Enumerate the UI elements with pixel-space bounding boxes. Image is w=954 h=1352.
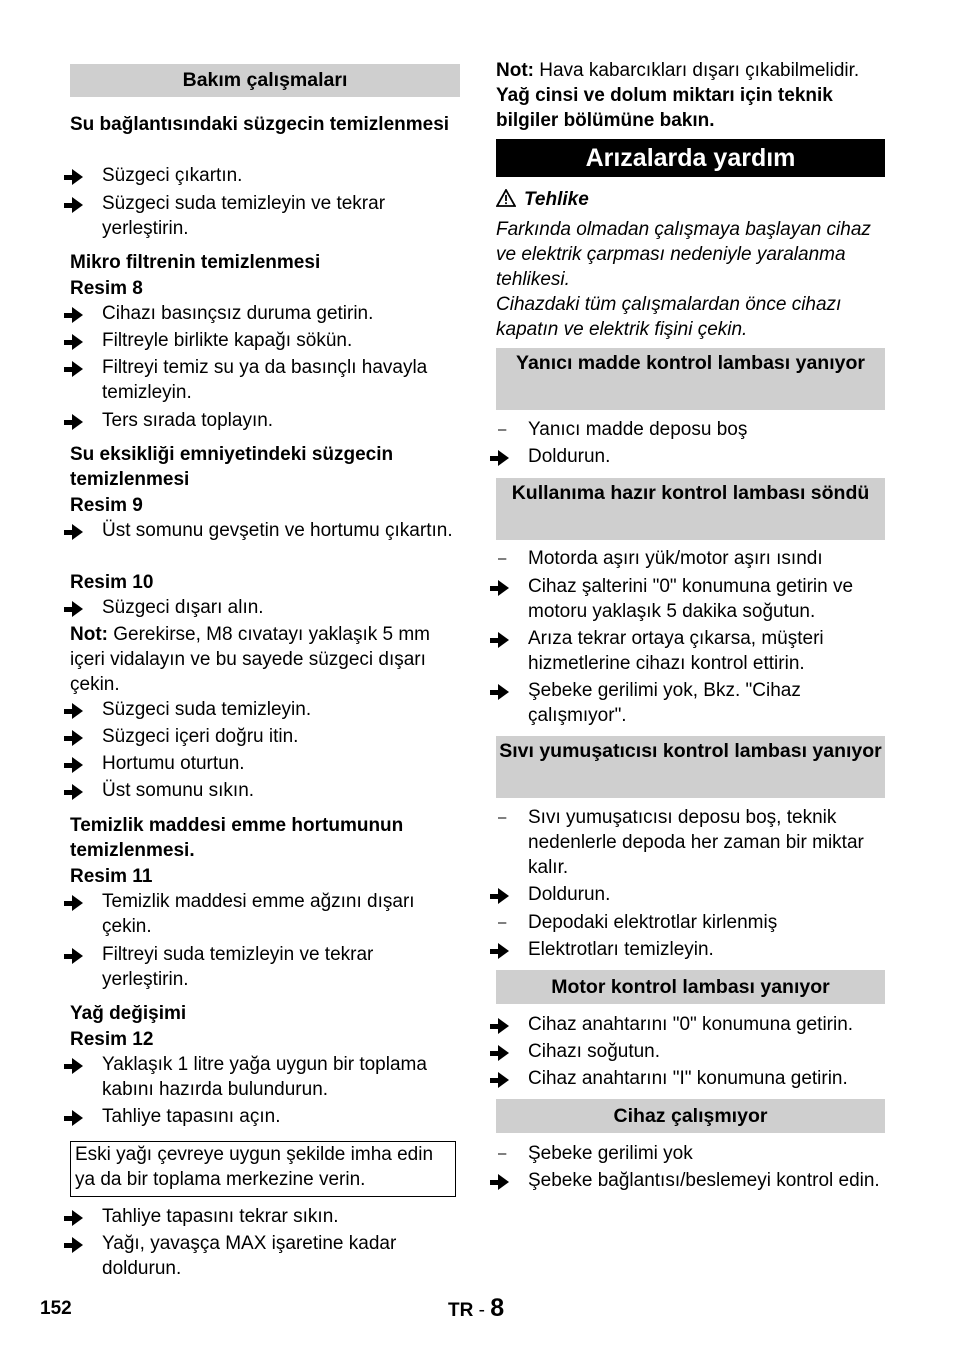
arrow-right-icon [72, 1058, 83, 1074]
list-item: Cihaz anahtarını "I" konumuna getirin. [496, 1066, 885, 1091]
dash-icon: – [498, 1145, 507, 1162]
arrow-right-icon [72, 1210, 83, 1226]
section-header-1: Yanıcı madde kontrol lambası yanıyor [496, 348, 885, 410]
arrow-right-icon [498, 1174, 509, 1190]
arrow-right-icon [72, 169, 83, 185]
list-item: Tahliye tapasını açın. [70, 1104, 460, 1129]
warning-text-1: Farkında olmadan çalışmaya başlayan cihaz ve elektrik çarpması nedeniyle yaralanma tehlikesi. [496, 219, 871, 290]
dash-icon: – [498, 421, 507, 438]
list-item: Doldurun. [496, 882, 885, 907]
arrow-right-icon [72, 948, 83, 964]
arrow-right-icon [72, 414, 83, 430]
s5-ref: Resim 12 [70, 1029, 154, 1050]
list-item: Süzgeci içeri doğru itin. [70, 724, 460, 749]
top-note: Not: Hava kabarcıkları dışarı çıkabilmelidir. [496, 60, 860, 81]
list-item: Şebeke gerilimi yok, Bkz. "Cihaz çalışmıyor". [496, 678, 885, 728]
list-item: Cihazı basınçsız duruma getirin. [70, 301, 460, 326]
list-item: Süzgeci dışarı alın. [70, 595, 460, 620]
list-item: Filtreyle birlikte kapağı sökün. [70, 328, 460, 353]
arrow-right-icon [498, 943, 509, 959]
arrow-right-icon [498, 684, 509, 700]
arrow-right-icon [72, 197, 83, 213]
list-item: Şebeke bağlantısı/beslemeyi kontrol edin. [496, 1168, 885, 1193]
arrow-right-icon [72, 730, 83, 746]
list-item: Süzgeci çıkartın. [70, 163, 460, 188]
list-item: – Sıvı yumuşatıcısı deposu boş, teknik nedenlerle depoda her zaman bir miktar kalır. [498, 807, 864, 878]
arrow-right-icon [72, 757, 83, 773]
arrow-right-icon [72, 1110, 83, 1126]
s1-title: Su bağlantısındaki süzgecin temizlenmesi [70, 114, 450, 135]
list-item: – Motorda aşırı yük/motor aşırı ısındı [498, 548, 823, 569]
arrow-right-icon [72, 307, 83, 323]
list-item: Üst somunu gevşetin ve hortumu çıkartın. [70, 518, 460, 543]
list-item: – Depodaki elektrotlar kirlenmiş [498, 912, 778, 933]
arrow-right-icon [498, 1018, 509, 1034]
list-item: Tahliye tapasını tekrar sıkın. [70, 1204, 460, 1229]
warning-heading: Tehlike [496, 187, 885, 212]
list-item: Cihaz anahtarını "0" konumuna getirin. [496, 1012, 885, 1037]
s4-ref: Resim 11 [70, 866, 153, 887]
list-item: Hortumu oturtun. [70, 751, 460, 776]
list-item: Temizlik maddesi emme ağzını dışarı çekin. [70, 889, 460, 939]
arrow-right-icon [72, 361, 83, 377]
dash-icon: – [498, 809, 507, 826]
arrow-right-icon [72, 784, 83, 800]
list-item: Arıza tekrar ortaya çıkarsa, müşteri hizmetlerine cihazı kontrol ettirin. [496, 626, 885, 676]
arrow-right-icon [498, 1045, 509, 1061]
list-item: – Yanıcı madde deposu boş [498, 419, 748, 440]
s3-title: Su eksikliği emniyetindeki süzgecin temizlenmesi [70, 444, 394, 490]
dash-icon: – [498, 550, 507, 567]
list-item: Doldurun. [496, 444, 885, 469]
list-item: Cihaz şalterini "0" konumuna getirin ve motoru yaklaşık 5 dakika soğutun. [496, 574, 885, 624]
arrow-right-icon [72, 895, 83, 911]
arrow-right-icon [498, 450, 509, 466]
notice-box: Eski yağı çevreye uygun şekilde imha edin ya da bir toplama merkezine verin. [70, 1141, 456, 1197]
arrow-right-icon [498, 1072, 509, 1088]
warning-triangle-icon [496, 189, 516, 207]
section-header-4: Motor kontrol lambası yanıyor [496, 970, 885, 1004]
list-item: Ters sırada toplayın. [70, 408, 460, 433]
list-item: Elektrotları temizleyin. [496, 937, 885, 962]
list-item: Süzgeci suda temizleyin. [70, 697, 460, 722]
s2-ref: Resim 8 [70, 278, 143, 299]
section-header-3: Sıvı yumuşatıcısı kontrol lambası yanıyor [496, 736, 885, 798]
arrow-right-icon [72, 601, 83, 617]
list-item: – Şebeke gerilimi yok [498, 1143, 693, 1164]
arrow-right-icon [72, 703, 83, 719]
section-header-maintenance: Bakım çalışmaları [70, 64, 460, 97]
list-item: Üst somunu sıkın. [70, 778, 460, 803]
arrow-right-icon [72, 524, 83, 540]
s5-title: Yağ değişimi [70, 1003, 187, 1024]
list-item: Filtreyi temiz su ya da basınçlı havayla temizleyin. [70, 355, 460, 405]
s3-note: Not: Gerekirse, M8 cıvatayı yaklaşık 5 mm içeri vidalayın ve bu sayede süzgeci dışarı çekin. [70, 624, 431, 695]
section-header-5: Cihaz çalışmıyor [496, 1099, 885, 1133]
list-item: Yaklaşık 1 litre yağa uygun bir toplama kabını hazırda bulundurun. [70, 1052, 460, 1102]
s3-ref2: Resim 10 [70, 572, 154, 593]
top-bold-note: Yağ cinsi ve dolum miktarı için teknik bilgiler bölümüne bakın. [496, 85, 833, 131]
main-title: Arızalarda yardım [496, 139, 885, 177]
arrow-right-icon [498, 632, 509, 648]
warning-text-2: Cihazdaki tüm çalışmalardan önce cihazı kapatın ve elektrik fişini çekin. [496, 294, 842, 340]
s4-title: Temizlik maddesi emme hortumunun temizlenmesi. [70, 815, 404, 861]
arrow-right-icon [498, 580, 509, 596]
page-number: 152 [40, 1298, 72, 1319]
arrow-right-icon [72, 1237, 83, 1253]
list-item: Filtreyi suda temizleyin ve tekrar yerleştirin. [70, 942, 460, 992]
s3-ref1: Resim 9 [70, 495, 143, 516]
s2-title: Mikro filtrenin temizlenmesi [70, 252, 321, 273]
list-item: Süzgeci suda temizleyin ve tekrar yerleştirin. [70, 191, 460, 241]
arrow-right-icon [498, 888, 509, 904]
page-section-marker: TR - 8 [448, 1294, 505, 1322]
section-header-2: Kullanıma hazır kontrol lambası söndü [496, 478, 885, 540]
arrow-right-icon [72, 334, 83, 350]
list-item: Cihazı soğutun. [496, 1039, 885, 1064]
dash-icon: – [498, 914, 507, 931]
list-item: Yağı, yavaşça MAX işaretine kadar doldurun. [70, 1231, 460, 1281]
